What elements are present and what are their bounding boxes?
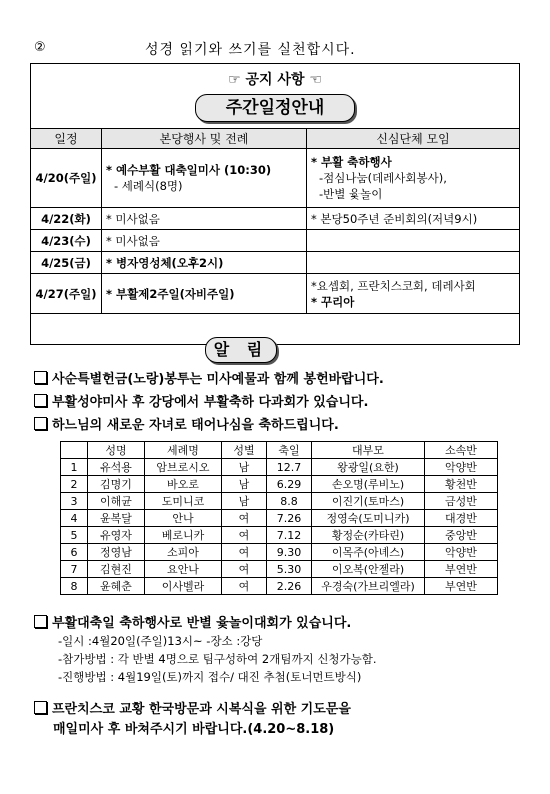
baptism-cell: 금성반 [425, 493, 498, 510]
page-number: ② [34, 40, 46, 55]
event-line: -참가방법 : 각 반별 4명으로 팀구성하여 2개팀까지 신청가능함. [58, 652, 377, 666]
baptism-cell: 김현진 [88, 561, 145, 578]
group-line: -반별 윷놀이 [319, 187, 383, 201]
schedule-row [31, 274, 520, 314]
baptism-cell: 중앙반 [425, 527, 498, 544]
baptism-cell: 요안나 [145, 561, 222, 578]
row-date: 4/23(수) [31, 230, 102, 252]
baptism-row [61, 493, 498, 510]
baptism-row [61, 544, 498, 561]
baptism-cell: 여 [222, 544, 267, 561]
notice-text: 부활성야미사 후 강당에서 부활축하 다과회가 있습니다. [52, 395, 369, 410]
schedule-header-row [31, 129, 520, 149]
row-main [102, 149, 307, 208]
baptism-cell: 김명기 [88, 476, 145, 493]
schedule-table [30, 128, 520, 314]
row-date: 4/27(주일) [31, 274, 102, 314]
baptism-cell: 암브로시오 [145, 459, 222, 476]
baptism-row [61, 476, 498, 493]
row-group [307, 230, 520, 252]
col-date: 일정 [31, 129, 102, 149]
baptism-cell: 우경숙(가브리엘라) [312, 578, 425, 595]
baptism-cell: 손오명(루비노) [312, 476, 425, 493]
prayer-line1: 프란치스코 교황 한국방문과 시복식을 위한 기도문을 [52, 702, 351, 717]
row-date: 4/20(주일) [31, 149, 102, 208]
baptism-cell: 베로니카 [145, 527, 222, 544]
baptism-cell: 이사벨라 [145, 578, 222, 595]
prayer-line2: 매일미사 후 바쳐주시기 바랍니다.(4.20~8.18) [53, 722, 335, 737]
event-title [34, 612, 351, 631]
bap-col: 축일 [267, 442, 312, 459]
baptism-cell: 유석용 [88, 459, 145, 476]
baptism-cell: 이해균 [88, 493, 145, 510]
baptism-cell: 8 [61, 578, 88, 595]
baptism-row [61, 578, 498, 595]
checkbox-icon [34, 417, 47, 430]
baptism-cell: 이목주(아녜스) [312, 544, 425, 561]
baptism-cell: 5.30 [267, 561, 312, 578]
baptism-cell: 윤혜춘 [88, 578, 145, 595]
baptism-cell: 2.26 [267, 578, 312, 595]
baptism-cell: 대경반 [425, 510, 498, 527]
baptism-cell: 정영숙(도미니카) [312, 510, 425, 527]
notice-item [34, 368, 384, 387]
baptism-row [61, 510, 498, 527]
baptism-cell: 도미니코 [145, 493, 222, 510]
baptism-cell: 여 [222, 561, 267, 578]
prayer-notice [34, 698, 351, 717]
baptism-cell: 12.7 [267, 459, 312, 476]
baptism-cell: 남 [222, 459, 267, 476]
group-line: * 부활 축하행사 [311, 155, 392, 169]
baptism-cell: 8.8 [267, 493, 312, 510]
schedule-title: 주간일정안내 [195, 94, 355, 122]
baptism-cell: 정영남 [88, 544, 145, 561]
row-main: * 미사없음 [102, 230, 307, 252]
baptism-cell: 유영자 [88, 527, 145, 544]
bap-col: 대부모 [312, 442, 425, 459]
schedule-row [31, 230, 520, 252]
checkbox-icon [34, 371, 47, 384]
baptism-cell: 부연반 [425, 561, 498, 578]
baptism-cell: 6.29 [267, 476, 312, 493]
group-line: -점심나눔(데레사회봉사), [319, 171, 447, 185]
event-line: -진행방법 : 4월19일(토)까지 접수/ 대진 추첨(토너먼트방식) [58, 670, 362, 684]
baptism-cell: 부연반 [425, 578, 498, 595]
baptism-cell: 남 [222, 493, 267, 510]
row-main: * 미사없음 [102, 208, 307, 230]
baptism-cell: 악양반 [425, 459, 498, 476]
page-header [30, 38, 520, 60]
baptism-cell: 3 [61, 493, 88, 510]
checkbox-icon [34, 615, 47, 628]
main-line: - 세례식(8명) [114, 179, 183, 193]
baptism-header-row [61, 442, 498, 459]
baptism-table [60, 441, 498, 595]
group-line: * 꾸리아 [311, 294, 355, 309]
baptism-cell: 안나 [145, 510, 222, 527]
notice-text: 사순특별헌금(노랑)봉투는 미사예물과 함께 봉헌바랍니다. [52, 372, 384, 387]
row-main: * 병자영성체(오후2시) [102, 252, 307, 274]
baptism-row [61, 527, 498, 544]
col-group: 신심단체 모임 [307, 129, 520, 149]
schedule-row [31, 252, 520, 274]
row-group [307, 149, 520, 208]
baptism-cell: 7.12 [267, 527, 312, 544]
baptism-cell: 여 [222, 510, 267, 527]
baptism-cell: 이오복(안젤라) [312, 561, 425, 578]
baptism-cell: 황천반 [425, 476, 498, 493]
baptism-cell: 5 [61, 527, 88, 544]
col-main: 본당행사 및 전례 [102, 129, 307, 149]
baptism-cell: 9.30 [267, 544, 312, 561]
bap-col: 소속반 [425, 442, 498, 459]
row-group [307, 252, 520, 274]
baptism-cell: 여 [222, 527, 267, 544]
alim-title: 알 림 [205, 337, 277, 363]
event-line: -일시 :4월20일(주일)13시~ -장소 :강당 [58, 634, 263, 648]
row-date: 4/25(금) [31, 252, 102, 274]
baptism-cell: 악양반 [425, 544, 498, 561]
motto: 성경 읽기와 쓰기를 실천합시다. [145, 42, 356, 58]
baptism-cell: 6 [61, 544, 88, 561]
bap-col: 세례명 [145, 442, 222, 459]
baptism-row [61, 459, 498, 476]
notice-item [34, 391, 368, 410]
row-group: * 본당50주년 준비회의(저녁9시) [307, 208, 520, 230]
schedule-row [31, 208, 520, 230]
row-date: 4/22(화) [31, 208, 102, 230]
baptism-cell: 남 [222, 476, 267, 493]
notice-title: ☞ 공지 사항 ☜ [228, 72, 322, 88]
baptism-cell: 2 [61, 476, 88, 493]
baptism-cell: 윤복달 [88, 510, 145, 527]
main-line: * 예수부활 대축일미사 (10:30) [106, 163, 272, 177]
checkbox-icon [34, 701, 47, 714]
event-title-text: 부활대축일 축하행사로 반별 윷놀이대회가 있습니다. [52, 616, 352, 631]
group-line: *요셉회, 프란치스코회, 데레사회 [311, 278, 476, 293]
bap-col: 성별 [222, 442, 267, 459]
row-group [307, 274, 520, 314]
baptism-cell: 1 [61, 459, 88, 476]
baptism-cell: 소피아 [145, 544, 222, 561]
schedule-row [31, 149, 520, 208]
baptism-row [61, 561, 498, 578]
notice-text: 하느님의 새로운 자녀로 태어나심을 축하드립니다. [52, 418, 339, 433]
baptism-cell: 왕광일(요한) [312, 459, 425, 476]
baptism-cell: 4 [61, 510, 88, 527]
baptism-cell: 바오로 [145, 476, 222, 493]
row-main: * 부활제2주일(자비주일) [102, 274, 307, 314]
baptism-cell: 7 [61, 561, 88, 578]
checkbox-icon [34, 394, 47, 407]
bap-col [61, 442, 88, 459]
notice-item [34, 414, 339, 433]
baptism-cell: 이진기(토마스) [312, 493, 425, 510]
baptism-cell: 황정순(카타린) [312, 527, 425, 544]
baptism-cell: 여 [222, 578, 267, 595]
bap-col: 성명 [88, 442, 145, 459]
baptism-cell: 7.26 [267, 510, 312, 527]
